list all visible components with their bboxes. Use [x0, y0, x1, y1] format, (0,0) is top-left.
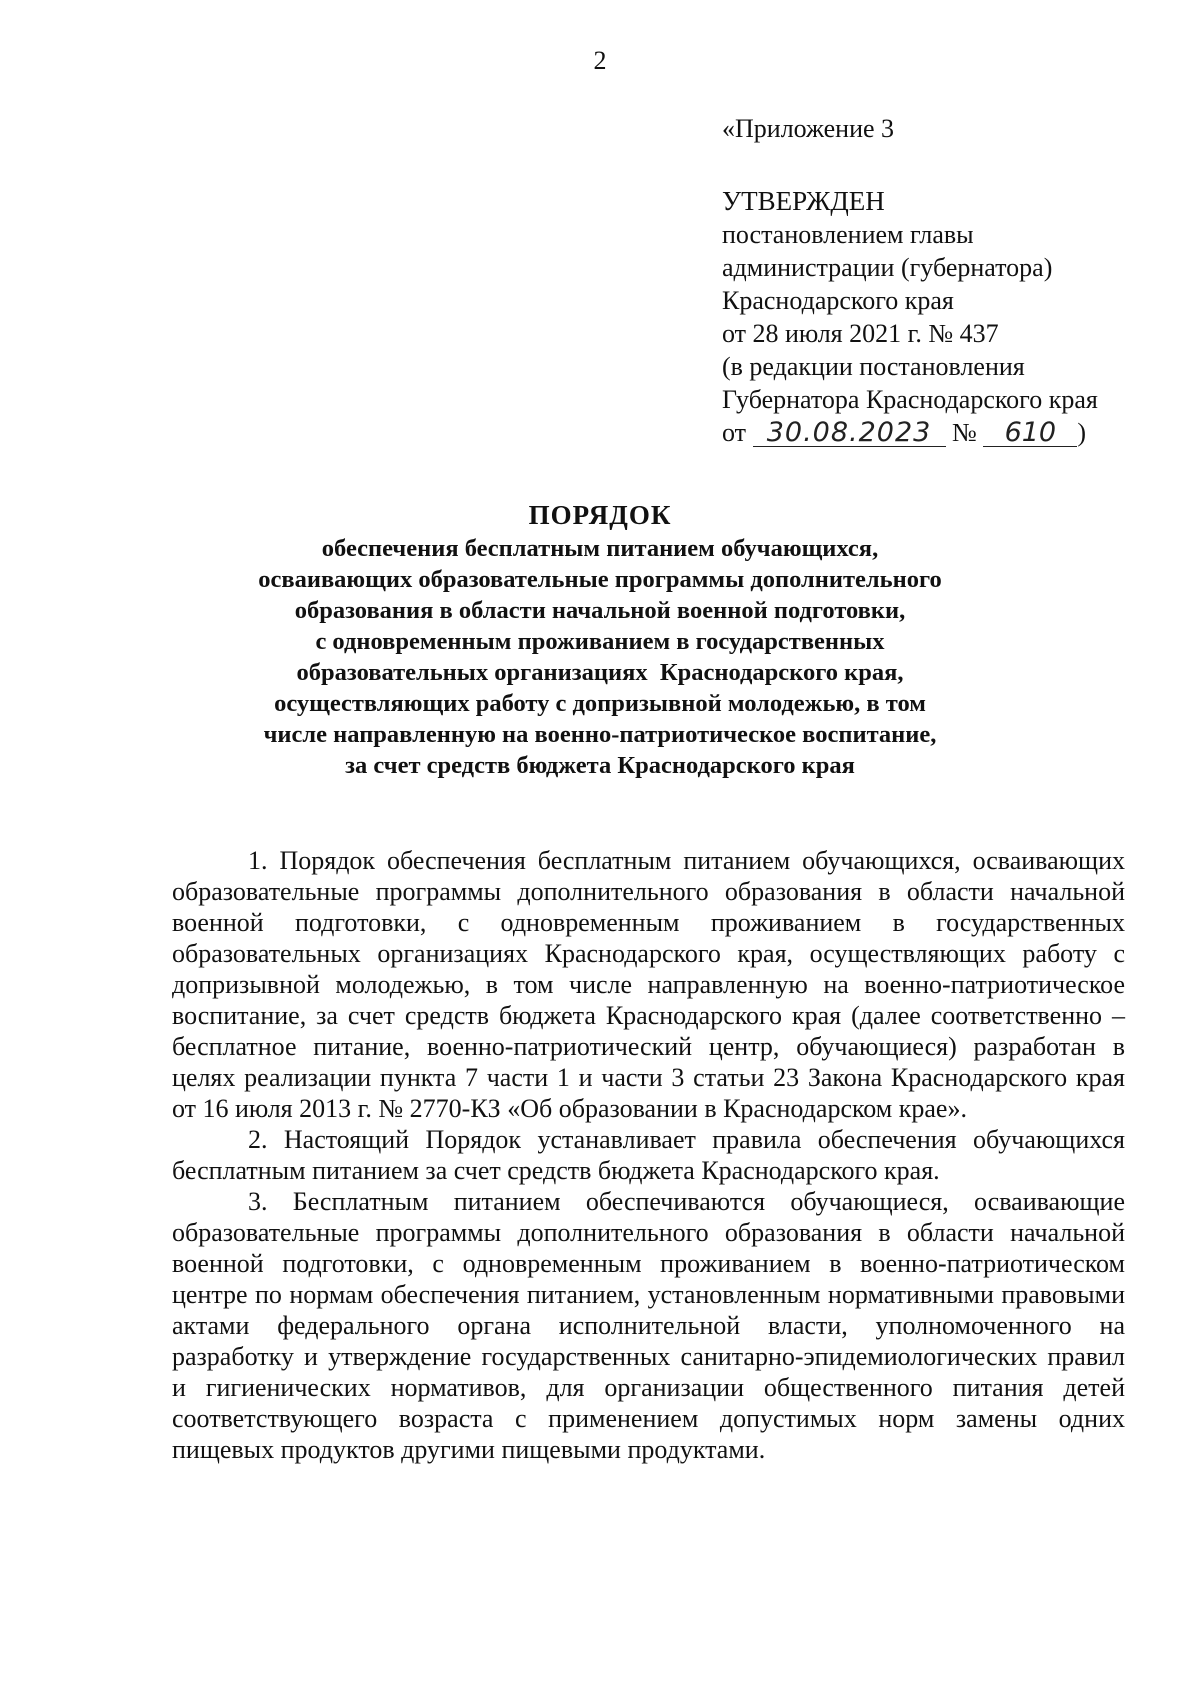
paragraph-2: 2. Настоящий Порядок устанавливает правила обеспечения обучающихся бесплатным питанием за счет средств бюджета Краснодарского края. — [172, 1125, 1125, 1185]
closing-paren: ) — [1077, 418, 1087, 447]
approved-label: УТВЕРЖДЕН — [722, 186, 885, 216]
approval-line: постановлением главы — [722, 220, 974, 249]
paragraph-1: 1. Порядок обеспечения бесплатным питанием обучающихся, осваивающих образовательные программы дополнительного образования в области начальной военной подготовки, с одновременным проживанием в государственных образовательных организациях Краснодарского края, осуществляющих работу с допризывной молодежью, в том числе направленную на военно-патриотическое воспитание, за счет средств бюджета Краснодарского края (далее соответственно – бесплатное питание, военно-патриотический центр, обучающиеся) разработан в целях реализации пункта 7 части 1 и части 3 статьи 23 Закона Краснодарского края от 16 июля 2013 г. № 2770-КЗ «Об образовании в Краснодарском крае». — [172, 846, 1125, 1123]
handwritten-number: 610 — [983, 420, 1077, 447]
approval-line: Краснодарского края — [722, 286, 954, 315]
title-line: за счет средств бюджета Краснодарского края — [345, 752, 855, 779]
document-title-block — [0, 497, 1200, 781]
amendment-date-line — [722, 416, 1098, 449]
title-line: числе направленную на военно-патриотическое воспитание, — [263, 721, 937, 748]
title-line: образования в области начальной военной подготовки, — [294, 597, 906, 624]
date-prefix: от — [722, 418, 747, 447]
title-line: образовательных организациях Краснодарского края, — [296, 659, 904, 686]
title-line: осуществляющих работу с допризывной молодежью, в том — [274, 690, 926, 717]
annex-label: «Приложение 3 — [722, 114, 895, 143]
number-sign: № — [952, 418, 977, 447]
approval-line: (в редакции постановления — [722, 352, 1025, 381]
paragraph-3: 3. Бесплатным питанием обеспечиваются обучающиеся, осваивающие образовательные программы дополнительного образования в области начальной военной подготовки, с одновременным проживанием в военно-патриотическом центре по нормам обеспечения питанием, установленным нормативными правовыми актами федерального органа исполнительной власти, уполномоченного на разработку и утверждение государственных санитарно-эпидемиологических правил и гигиенических нормативов, для организации общественного питания детей соответствующего возраста с применением допустимых норм замены одних пищевых продуктов другими пищевыми продуктами. — [172, 1187, 1125, 1464]
title-line: обеспечения бесплатным питанием обучающихся, — [321, 535, 879, 562]
document-body — [172, 845, 1125, 1465]
document-title: ПОРЯДОК — [528, 500, 672, 530]
approval-line: от 28 июля 2021 г. № 437 — [722, 319, 999, 348]
page-number: 2 — [593, 46, 607, 75]
approval-block — [722, 112, 1098, 449]
approval-line: администрации (губернатора) — [722, 253, 1053, 282]
handwritten-date: 30.08.2023 — [753, 420, 946, 447]
title-line: осваивающих образовательные программы дополнительного — [258, 566, 942, 593]
title-line: с одновременным проживанием в государственных — [315, 628, 885, 655]
approval-line: Губернатора Краснодарского края — [722, 385, 1098, 414]
